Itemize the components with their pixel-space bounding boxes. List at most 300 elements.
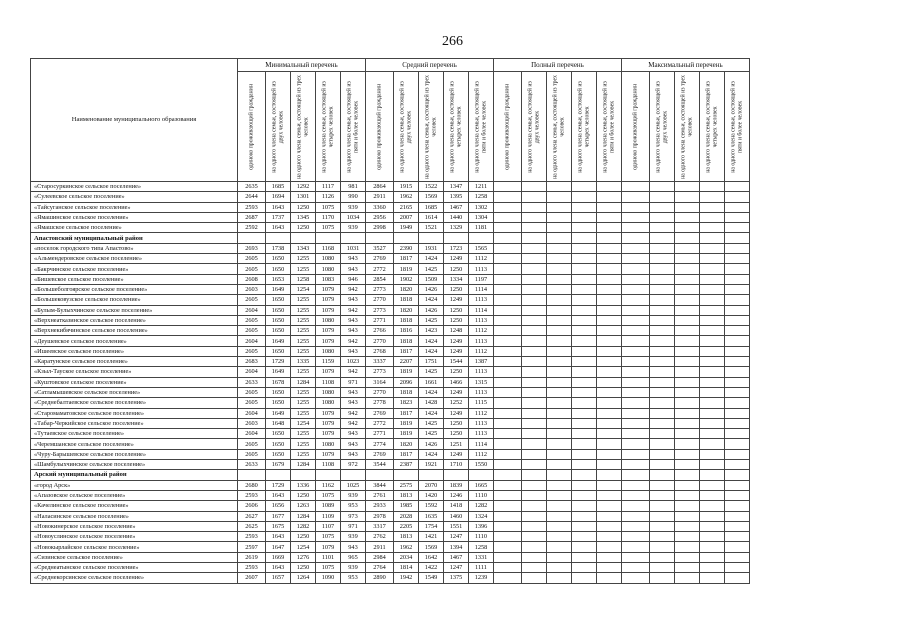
value-cell-mid: 1424 xyxy=(419,449,444,459)
empty-cell xyxy=(725,449,750,459)
value-cell-min: 2605 xyxy=(238,449,266,459)
value-cell-mid: 1818 xyxy=(394,315,419,325)
empty-cell xyxy=(522,573,547,583)
value-cell-mid: 1114 xyxy=(469,439,494,449)
empty-cell xyxy=(650,387,675,397)
value-cell-min: 1282 xyxy=(291,521,316,531)
empty-cell xyxy=(622,377,650,387)
empty-cell xyxy=(547,532,572,542)
empty-cell xyxy=(494,202,522,212)
empty-cell xyxy=(522,562,547,572)
empty-cell xyxy=(725,562,750,572)
empty-cell xyxy=(700,192,725,202)
value-cell-min: 1677 xyxy=(266,511,291,521)
municipality-name: «Наласинское сельское поселение» xyxy=(31,511,238,521)
value-cell-min: 939 xyxy=(341,223,366,233)
empty-cell xyxy=(547,562,572,572)
value-cell-min: 1075 xyxy=(316,202,341,212)
subcolumn-label: на одного члена семьи, состоящей из двух человек xyxy=(399,80,412,173)
value-cell-min: 1650 xyxy=(266,264,291,274)
empty-cell xyxy=(547,274,572,284)
empty-cell xyxy=(725,398,750,408)
subcolumn-label: на одного члена семьи, состоящей из пяти и более человек xyxy=(346,80,359,173)
empty-cell xyxy=(622,490,650,500)
value-cell-mid: 1751 xyxy=(419,357,444,367)
empty-cell xyxy=(572,326,597,336)
empty-cell xyxy=(494,377,522,387)
value-cell-min: 2683 xyxy=(238,357,266,367)
value-cell-mid: 3337 xyxy=(366,357,394,367)
value-cell-min: 1255 xyxy=(291,346,316,356)
value-cell-mid: 1302 xyxy=(469,202,494,212)
value-cell-min: 1650 xyxy=(266,315,291,325)
empty-cell xyxy=(522,243,547,253)
value-cell-min: 2605 xyxy=(238,346,266,356)
value-cell-mid: 1112 xyxy=(469,346,494,356)
empty-cell xyxy=(650,346,675,356)
empty-cell xyxy=(650,449,675,459)
empty-cell xyxy=(650,243,675,253)
value-cell-mid: 1818 xyxy=(394,387,419,397)
value-cell-min: 2608 xyxy=(238,274,266,284)
value-cell-mid: 1249 xyxy=(444,387,469,397)
empty-cell xyxy=(494,284,522,294)
empty-cell xyxy=(597,264,622,274)
empty-cell xyxy=(622,408,650,418)
empty-cell xyxy=(547,264,572,274)
empty-cell xyxy=(650,429,675,439)
empty-cell xyxy=(725,532,750,542)
value-cell-mid: 2762 xyxy=(366,532,394,542)
subcolumn-header xyxy=(622,72,650,182)
value-cell-mid: 1820 xyxy=(394,439,419,449)
empty-cell xyxy=(572,387,597,397)
value-cell-mid: 2772 xyxy=(366,264,394,274)
empty-cell xyxy=(522,449,547,459)
value-cell-min: 1255 xyxy=(291,326,316,336)
empty-cell xyxy=(675,274,700,284)
value-cell-min: 1255 xyxy=(291,264,316,274)
name-column-header: Наименование муниципального образования xyxy=(31,59,238,182)
value-cell-mid: 1112 xyxy=(469,326,494,336)
empty-cell xyxy=(547,254,572,264)
value-cell-min: 1255 xyxy=(291,449,316,459)
value-cell-min: 1025 xyxy=(341,480,366,490)
empty-cell xyxy=(675,501,700,511)
value-cell-min: 1080 xyxy=(316,398,341,408)
empty-cell xyxy=(572,562,597,572)
empty-cell xyxy=(597,243,622,253)
value-cell-mid: 2766 xyxy=(366,326,394,336)
empty-cell xyxy=(522,212,547,222)
empty-cell xyxy=(597,552,622,562)
empty-cell xyxy=(725,521,750,531)
empty-cell xyxy=(597,346,622,356)
empty-cell xyxy=(700,449,725,459)
value-cell-min: 1643 xyxy=(266,490,291,500)
empty-cell xyxy=(494,295,522,305)
table-row xyxy=(31,418,750,428)
empty-cell xyxy=(494,521,522,531)
value-cell-min: 2605 xyxy=(238,387,266,397)
value-cell-min: 1657 xyxy=(266,573,291,583)
empty-cell xyxy=(675,408,700,418)
empty-cell xyxy=(547,243,572,253)
empty-cell xyxy=(547,315,572,325)
empty-cell xyxy=(725,439,750,449)
value-cell-min: 1255 xyxy=(291,387,316,397)
value-cell-min: 1101 xyxy=(316,552,341,562)
empty-cell xyxy=(597,182,622,192)
value-cell-min: 942 xyxy=(341,367,366,377)
empty-cell xyxy=(547,182,572,192)
empty-cell xyxy=(522,501,547,511)
table-row xyxy=(31,532,750,542)
empty-cell xyxy=(572,223,597,233)
empty-cell xyxy=(572,377,597,387)
value-cell-mid: 2764 xyxy=(366,562,394,572)
value-cell-mid: 2387 xyxy=(394,460,419,470)
value-cell-mid: 2034 xyxy=(394,552,419,562)
empty-cell xyxy=(700,480,725,490)
empty-cell xyxy=(675,264,700,274)
empty-cell xyxy=(622,346,650,356)
value-cell-min xyxy=(316,470,341,480)
municipality-name: «Старосуркинское сельское поселение» xyxy=(31,182,238,192)
municipality-name: «Черемшанское сельское поселение» xyxy=(31,439,238,449)
empty-cell xyxy=(675,542,700,552)
value-cell-mid: 1112 xyxy=(469,254,494,264)
value-cell-mid: 1329 xyxy=(444,223,469,233)
value-cell-mid: 1246 xyxy=(444,490,469,500)
municipality-name: «поселок городского типа Апастово» xyxy=(31,243,238,253)
empty-cell xyxy=(494,192,522,202)
empty-cell xyxy=(700,295,725,305)
municipality-name: «Старомаматовское сельское поселение» xyxy=(31,408,238,418)
value-cell-mid: 1549 xyxy=(419,573,444,583)
value-cell-min xyxy=(266,470,291,480)
empty-cell xyxy=(725,367,750,377)
value-cell-min: 2633 xyxy=(238,377,266,387)
empty-cell xyxy=(572,408,597,418)
value-cell-mid: 1425 xyxy=(419,418,444,428)
group-header-min: Минимальный перечень xyxy=(238,59,366,72)
value-cell-mid: 2773 xyxy=(366,305,394,315)
value-cell-min: 972 xyxy=(341,460,366,470)
empty-cell xyxy=(597,274,622,284)
subcolumn-header xyxy=(700,72,725,182)
value-cell-min: 1336 xyxy=(291,480,316,490)
value-cell-mid: 1113 xyxy=(469,315,494,325)
empty-cell xyxy=(622,336,650,346)
empty-cell xyxy=(675,192,700,202)
empty-cell xyxy=(700,552,725,562)
value-cell-min: 2633 xyxy=(238,460,266,470)
value-cell-mid: 2770 xyxy=(366,295,394,305)
value-cell-mid: 1723 xyxy=(444,243,469,253)
value-cell-mid xyxy=(444,470,469,480)
value-cell-mid: 1250 xyxy=(444,315,469,325)
value-cell-min: 1648 xyxy=(266,418,291,428)
value-cell-mid: 1817 xyxy=(394,449,419,459)
empty-cell xyxy=(650,501,675,511)
value-cell-mid: 2956 xyxy=(366,212,394,222)
empty-cell xyxy=(675,182,700,192)
subcolumn-label: на одного члена семьи, состоящей из двух человек xyxy=(527,80,540,173)
empty-cell xyxy=(522,490,547,500)
value-cell-mid: 2761 xyxy=(366,490,394,500)
empty-cell xyxy=(700,377,725,387)
empty-cell xyxy=(700,233,725,243)
table-row xyxy=(31,326,750,336)
empty-cell xyxy=(700,408,725,418)
value-cell-mid: 1387 xyxy=(469,357,494,367)
empty-cell xyxy=(522,521,547,531)
empty-cell xyxy=(725,202,750,212)
value-cell-mid: 1754 xyxy=(419,521,444,531)
value-cell-mid: 1985 xyxy=(394,501,419,511)
table-row xyxy=(31,542,750,552)
value-cell-min: 2627 xyxy=(238,511,266,521)
table-row xyxy=(31,254,750,264)
value-cell-min: 2680 xyxy=(238,480,266,490)
value-cell-mid: 1115 xyxy=(469,398,494,408)
value-cell-mid xyxy=(469,233,494,243)
empty-cell xyxy=(675,398,700,408)
empty-cell xyxy=(597,521,622,531)
district-row xyxy=(31,233,750,243)
empty-cell xyxy=(547,542,572,552)
table-row xyxy=(31,223,750,233)
value-cell-min: 942 xyxy=(341,305,366,315)
value-cell-mid: 2771 xyxy=(366,429,394,439)
empty-cell xyxy=(675,429,700,439)
empty-cell xyxy=(650,254,675,264)
value-cell-mid: 1282 xyxy=(469,501,494,511)
empty-cell xyxy=(675,511,700,521)
empty-cell xyxy=(494,346,522,356)
empty-cell xyxy=(572,418,597,428)
value-cell-min: 2605 xyxy=(238,254,266,264)
value-cell-mid: 1819 xyxy=(394,429,419,439)
value-cell-min: 943 xyxy=(341,429,366,439)
value-cell-mid: 1817 xyxy=(394,346,419,356)
empty-cell xyxy=(622,295,650,305)
value-cell-mid: 2768 xyxy=(366,346,394,356)
empty-cell xyxy=(572,439,597,449)
empty-cell xyxy=(494,562,522,572)
empty-cell xyxy=(522,223,547,233)
value-cell-min: 1255 xyxy=(291,429,316,439)
empty-cell xyxy=(700,398,725,408)
empty-cell xyxy=(650,357,675,367)
empty-cell xyxy=(572,295,597,305)
empty-cell xyxy=(675,562,700,572)
empty-cell xyxy=(572,470,597,480)
empty-cell xyxy=(522,326,547,336)
empty-cell xyxy=(522,418,547,428)
subcolumn-header xyxy=(316,72,341,182)
municipality-name: «Большеболгоярское сельское поселение» xyxy=(31,284,238,294)
empty-cell xyxy=(547,449,572,459)
empty-cell xyxy=(675,212,700,222)
empty-cell xyxy=(522,357,547,367)
value-cell-min xyxy=(266,233,291,243)
value-cell-mid: 1642 xyxy=(419,552,444,562)
value-cell-min: 1254 xyxy=(291,284,316,294)
empty-cell xyxy=(675,202,700,212)
value-cell-mid: 2770 xyxy=(366,336,394,346)
value-cell-mid: 1817 xyxy=(394,254,419,264)
municipality-name: «Верхнекибячинское сельское поселение» xyxy=(31,326,238,336)
value-cell-mid: 2984 xyxy=(366,552,394,562)
value-cell-min: 1034 xyxy=(341,212,366,222)
municipality-name: «Шамбулыхчинское сельское поселение» xyxy=(31,460,238,470)
empty-cell xyxy=(675,552,700,562)
value-cell-min: 1117 xyxy=(316,182,341,192)
empty-cell xyxy=(725,346,750,356)
value-cell-mid: 1239 xyxy=(469,573,494,583)
value-cell-min: 943 xyxy=(341,439,366,449)
empty-cell xyxy=(725,470,750,480)
value-cell-mid: 1111 xyxy=(469,562,494,572)
empty-cell xyxy=(700,501,725,511)
empty-cell xyxy=(547,418,572,428)
value-cell-min: 939 xyxy=(341,202,366,212)
value-cell-min xyxy=(341,470,366,480)
value-cell-mid: 1250 xyxy=(444,264,469,274)
value-cell-mid: 1942 xyxy=(394,573,419,583)
empty-cell xyxy=(597,202,622,212)
value-cell-min: 939 xyxy=(341,490,366,500)
value-cell-min: 1650 xyxy=(266,326,291,336)
value-cell-min: 1255 xyxy=(291,439,316,449)
empty-cell xyxy=(494,573,522,583)
empty-cell xyxy=(622,284,650,294)
value-cell-min: 1650 xyxy=(266,439,291,449)
value-cell-mid: 1635 xyxy=(419,511,444,521)
value-cell-mid: 1110 xyxy=(469,532,494,542)
empty-cell xyxy=(725,182,750,192)
value-cell-mid: 1425 xyxy=(419,315,444,325)
value-cell-mid: 1665 xyxy=(469,480,494,490)
empty-cell xyxy=(725,480,750,490)
value-cell-mid: 2774 xyxy=(366,439,394,449)
value-cell-min: 2693 xyxy=(238,243,266,253)
value-cell-mid: 1839 xyxy=(444,480,469,490)
empty-cell xyxy=(622,501,650,511)
empty-cell xyxy=(650,274,675,284)
municipality-name: «Тутаевское сельское поселение» xyxy=(31,429,238,439)
empty-cell xyxy=(522,192,547,202)
value-cell-mid: 1467 xyxy=(444,202,469,212)
empty-cell xyxy=(522,264,547,274)
municipality-name: «Куштовское сельское поселение» xyxy=(31,377,238,387)
empty-cell xyxy=(675,357,700,367)
value-cell-min: 2605 xyxy=(238,295,266,305)
value-cell-min: 1075 xyxy=(316,490,341,500)
value-cell-mid: 1247 xyxy=(444,562,469,572)
table-row xyxy=(31,295,750,305)
empty-cell xyxy=(547,573,572,583)
empty-cell xyxy=(700,243,725,253)
value-cell-min: 1079 xyxy=(316,449,341,459)
empty-cell xyxy=(572,521,597,531)
table-row xyxy=(31,439,750,449)
value-cell-min: 1650 xyxy=(266,398,291,408)
empty-cell xyxy=(650,182,675,192)
table-row xyxy=(31,460,750,470)
empty-cell xyxy=(572,511,597,521)
empty-cell xyxy=(597,449,622,459)
value-cell-mid: 2165 xyxy=(394,202,419,212)
empty-cell xyxy=(725,284,750,294)
value-cell-mid: 2007 xyxy=(394,212,419,222)
value-cell-min: 1345 xyxy=(291,212,316,222)
value-cell-mid: 1252 xyxy=(444,398,469,408)
table-row xyxy=(31,315,750,325)
empty-cell xyxy=(494,243,522,253)
empty-cell xyxy=(547,336,572,346)
empty-cell xyxy=(675,377,700,387)
empty-cell xyxy=(494,357,522,367)
subcolumn-header xyxy=(341,72,366,182)
subcolumn-label: на одного члена семьи, состоящей из пяти и более человек xyxy=(730,80,743,173)
municipality-name: «Табар-Черкийское сельское поселение» xyxy=(31,418,238,428)
empty-cell xyxy=(725,429,750,439)
value-cell-mid: 1197 xyxy=(469,274,494,284)
value-cell-mid: 1816 xyxy=(394,326,419,336)
empty-cell xyxy=(622,398,650,408)
empty-cell xyxy=(622,542,650,552)
empty-cell xyxy=(675,284,700,294)
empty-cell xyxy=(494,418,522,428)
value-cell-mid: 2773 xyxy=(366,284,394,294)
empty-cell xyxy=(547,192,572,202)
empty-cell xyxy=(622,470,650,480)
empty-cell xyxy=(572,480,597,490)
value-cell-min: 1168 xyxy=(316,243,341,253)
value-cell-mid: 2575 xyxy=(394,480,419,490)
municipality-name: «Деушевское сельское поселение» xyxy=(31,336,238,346)
value-cell-mid: 1819 xyxy=(394,264,419,274)
empty-cell xyxy=(622,511,650,521)
empty-cell xyxy=(597,511,622,521)
municipality-name: «Новоуслинское сельское поселение» xyxy=(31,532,238,542)
empty-cell xyxy=(597,573,622,583)
value-cell-mid: 1249 xyxy=(444,449,469,459)
value-cell-min: 1292 xyxy=(291,182,316,192)
value-cell-min xyxy=(238,233,266,243)
value-cell-mid: 1426 xyxy=(419,305,444,315)
value-cell-mid: 1110 xyxy=(469,490,494,500)
value-cell-mid: 2772 xyxy=(366,418,394,428)
value-cell-min: 1079 xyxy=(316,542,341,552)
value-cell-min: 1255 xyxy=(291,305,316,315)
empty-cell xyxy=(675,295,700,305)
value-cell-mid: 1250 xyxy=(444,429,469,439)
empty-cell xyxy=(547,233,572,243)
empty-cell xyxy=(597,326,622,336)
value-cell-min: 1107 xyxy=(316,521,341,531)
empty-cell xyxy=(725,418,750,428)
empty-cell xyxy=(725,490,750,500)
subcolumn-label: на одного члена семьи, состоящей из пяти и более человек xyxy=(474,80,487,173)
value-cell-min: 1250 xyxy=(291,562,316,572)
value-cell-mid: 1466 xyxy=(444,377,469,387)
value-cell-mid: 1113 xyxy=(469,387,494,397)
empty-cell xyxy=(547,223,572,233)
